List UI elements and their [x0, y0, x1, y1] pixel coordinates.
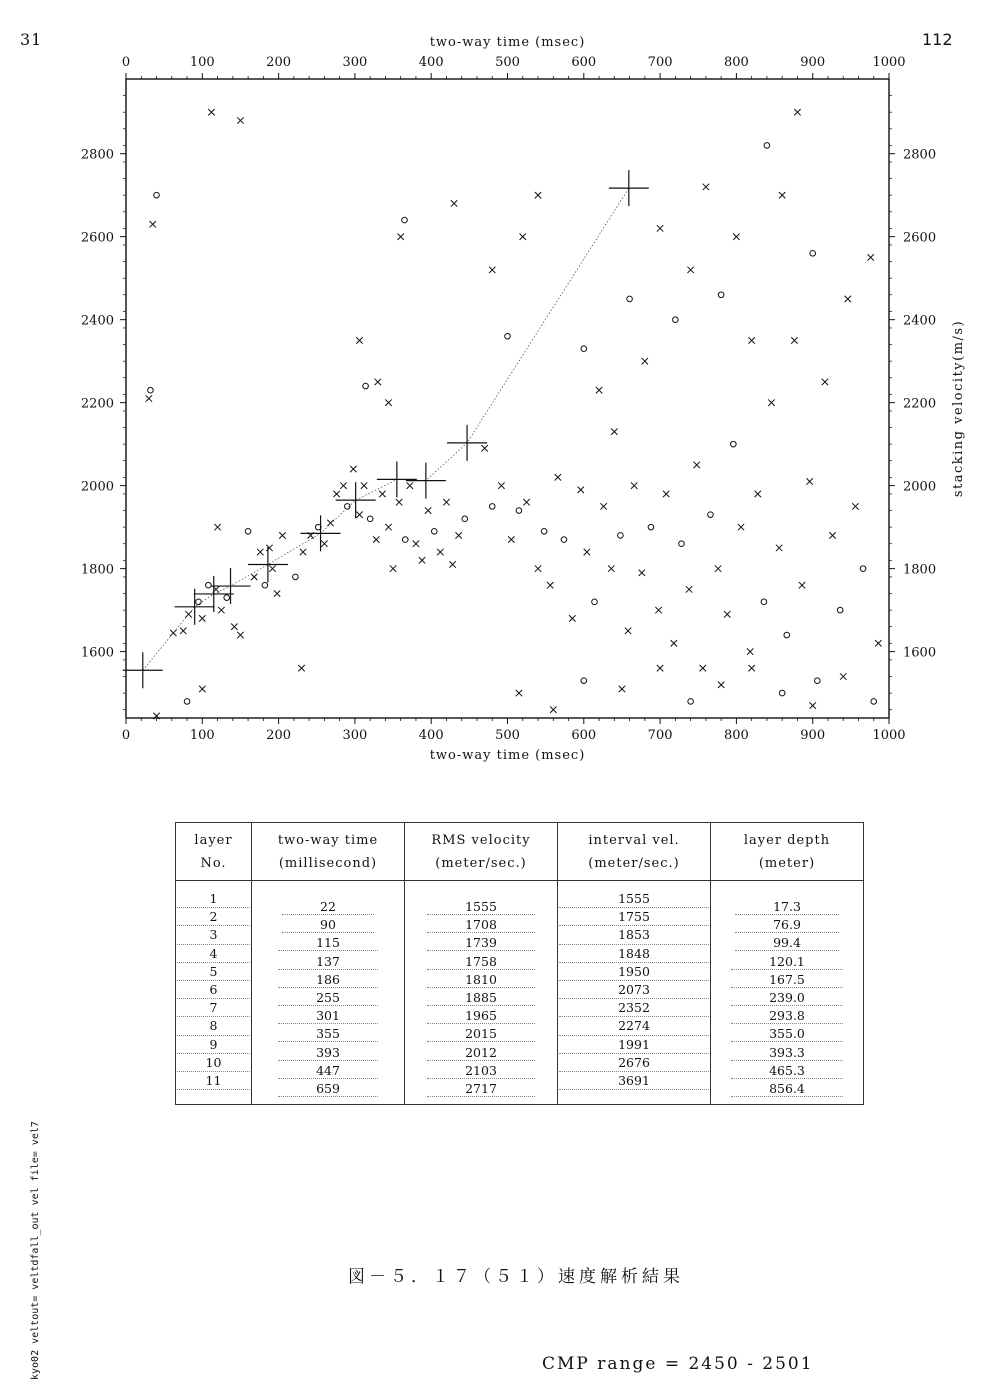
table-cell: 99.4 [712, 934, 862, 952]
semblance-point-circle [541, 528, 547, 534]
table-cell: 115 [253, 934, 403, 952]
table-cell: 1965 [406, 1007, 556, 1025]
semblance-point-cross [437, 549, 443, 555]
semblance-point-cross [611, 428, 617, 434]
table-cell: 293.8 [712, 1007, 862, 1025]
semblance-point-circle [431, 528, 437, 534]
semblance-point-cross [489, 267, 495, 273]
y-tick-label-right: 1800 [903, 562, 937, 578]
y-tick-label-left: 2200 [80, 396, 114, 412]
y-tick-label-left: 1800 [80, 562, 114, 578]
semblance-point-cross [748, 665, 754, 671]
table-cell: 2352 [559, 999, 709, 1017]
table-cell: 355.0 [712, 1025, 862, 1043]
semblance-point-cross [584, 549, 590, 555]
semblance-point-cross [738, 524, 744, 530]
semblance-point-cross [535, 565, 541, 571]
x-tick-label-top: 400 [418, 55, 444, 70]
semblance-point-cross [569, 615, 575, 621]
semblance-point-circle [489, 504, 495, 510]
velocity-pick-marker [123, 652, 163, 688]
semblance-point-cross [578, 487, 584, 493]
semblance-point-cross [715, 565, 721, 571]
table-cell: 10 [177, 1054, 250, 1072]
semblance-point-cross [413, 541, 419, 547]
semblance-point-cross [218, 607, 224, 613]
semblance-point-cross [199, 686, 205, 692]
x-tick-label-top: 600 [571, 55, 597, 70]
semblance-point-cross [390, 565, 396, 571]
semblance-point-cross [455, 532, 461, 538]
semblance-point-cross [555, 474, 561, 480]
semblance-point-cross [257, 549, 263, 555]
y-tick-label-right: 2800 [903, 147, 937, 163]
table-cell: 1810 [406, 971, 556, 989]
table-cell: 5 [177, 963, 250, 981]
column-two-way-time [252, 881, 405, 1105]
semblance-point-circle [871, 699, 877, 705]
semblance-point-cross [663, 491, 669, 497]
semblance-point-circle [148, 387, 154, 393]
semblance-point-circle [402, 217, 408, 223]
side-file-label: kyo02 veltout= veltdfall_out vel file= vel7 [30, 1121, 41, 1380]
semblance-point-cross [619, 686, 625, 692]
header-two-way-time: two-way time (millisecond) [252, 823, 405, 881]
table-cell: 393.3 [712, 1044, 862, 1062]
table-cell: 2012 [406, 1044, 556, 1062]
semblance-point-cross [170, 630, 176, 636]
semblance-point-circle [718, 292, 724, 298]
semblance-point-cross [657, 665, 663, 671]
semblance-point-circle [262, 582, 268, 588]
semblance-point-cross [356, 337, 362, 343]
semblance-point-circle [581, 346, 587, 352]
table-body-row [176, 881, 864, 1105]
table-cell: 2717 [406, 1080, 556, 1098]
semblance-point-circle [505, 333, 511, 339]
semblance-point-cross [237, 117, 243, 123]
x-tick-label-top: 500 [495, 55, 520, 70]
semblance-point-cross [379, 491, 385, 497]
table-cell: 8 [177, 1017, 250, 1035]
header-layer-depth: layer depth (meter) [711, 823, 864, 881]
table-cell: 1739 [406, 934, 556, 952]
semblance-point-circle [516, 508, 522, 514]
semblance-point-cross [724, 611, 730, 617]
semblance-point-cross [806, 478, 812, 484]
x-tick-label-bottom: 200 [266, 728, 292, 743]
semblance-point-circle [764, 143, 770, 149]
semblance-point-circle [679, 541, 685, 547]
table-cell: 2103 [406, 1062, 556, 1080]
semblance-point-circle [367, 516, 373, 522]
semblance-point-cross [180, 628, 186, 634]
x-tick-label-bottom: 100 [189, 728, 215, 743]
y-tick-label-left: 2400 [80, 313, 114, 329]
x-tick-label-bottom: 500 [495, 728, 520, 743]
table-cell: 9 [177, 1036, 250, 1054]
table-cell: 1555 [559, 890, 709, 908]
header-rms-velocity: RMS velocity (meter/sec.) [405, 823, 558, 881]
semblance-point-circle [592, 599, 598, 605]
semblance-point-cross [279, 532, 285, 538]
semblance-point-cross [794, 109, 800, 115]
semblance-point-circle [206, 582, 212, 588]
y-tick-label-left: 2800 [80, 147, 114, 163]
x-axis-title-top: two-way time (msec) [429, 35, 586, 50]
semblance-point-circle [731, 441, 737, 447]
semblance-point-cross [425, 507, 431, 513]
table-cell: 90 [253, 916, 403, 934]
x-tick-label-top: 1000 [872, 55, 906, 70]
semblance-point-cross [791, 337, 797, 343]
table-cell: 17.3 [712, 898, 862, 916]
table-cell: 1708 [406, 916, 556, 934]
semblance-point-cross [867, 254, 873, 260]
semblance-point-cross [274, 590, 280, 596]
table-cell: 355 [253, 1025, 403, 1043]
table-cell: 447 [253, 1062, 403, 1080]
semblance-point-circle [618, 533, 624, 539]
semblance-point-cross [700, 665, 706, 671]
y-tick-label-right: 2600 [903, 230, 937, 246]
semblance-point-cross [516, 690, 522, 696]
table-cell: 465.3 [712, 1062, 862, 1080]
semblance-point-cross [356, 511, 362, 517]
semblance-point-cross [300, 549, 306, 555]
table-cell: 856.4 [712, 1080, 862, 1098]
table-cell: 1991 [559, 1036, 709, 1054]
semblance-point-cross [231, 624, 237, 630]
semblance-point-cross [799, 582, 805, 588]
semblance-point-circle [245, 528, 251, 534]
y-tick-label-right: 2200 [903, 396, 937, 412]
table-cell: 2073 [559, 981, 709, 999]
table-cell: 1755 [559, 908, 709, 926]
header-layer-no: layer No. [176, 823, 252, 881]
semblance-point-cross [214, 524, 220, 530]
semblance-point-cross [508, 536, 514, 542]
semblance-point-cross [625, 628, 631, 634]
semblance-point-cross [600, 503, 606, 509]
velocity-function-line [143, 188, 629, 670]
column-layer-no [176, 881, 252, 1105]
table-cell: 393 [253, 1044, 403, 1062]
semblance-point-cross [733, 233, 739, 239]
table-cell: 6 [177, 981, 250, 999]
x-tick-label-top: 700 [647, 55, 673, 70]
x-tick-label-top: 300 [342, 55, 368, 70]
semblance-point-cross [642, 358, 648, 364]
semblance-point-cross [199, 615, 205, 621]
semblance-point-cross [671, 640, 677, 646]
semblance-point-circle [581, 678, 587, 684]
page-number-left: 31 [20, 30, 43, 49]
semblance-point-cross [657, 225, 663, 231]
semblance-point-cross [829, 532, 835, 538]
table-cell: 1758 [406, 953, 556, 971]
table-cell: 255 [253, 989, 403, 1007]
table-cell: 11 [177, 1072, 250, 1090]
y-tick-label-right: 1600 [903, 645, 937, 661]
velocity-pick-marker [301, 515, 341, 551]
table-cell: 4 [177, 945, 250, 963]
x-axis-title-bottom: two-way time (msec) [429, 748, 586, 763]
semblance-point-cross [407, 482, 413, 488]
semblance-point-circle [810, 250, 816, 256]
semblance-point-cross [639, 570, 645, 576]
velocity-pick-marker [609, 170, 649, 206]
semblance-point-cross [779, 192, 785, 198]
semblance-point-circle [784, 632, 790, 638]
table-cell: 186 [253, 971, 403, 989]
semblance-point-cross [298, 665, 304, 671]
y-tick-label-right: 2000 [903, 479, 937, 495]
semblance-point-cross [840, 673, 846, 679]
semblance-point-cross [547, 582, 553, 588]
semblance-point-cross [748, 337, 754, 343]
semblance-point-cross [523, 499, 529, 505]
semblance-point-cross [520, 233, 526, 239]
semblance-point-cross [327, 520, 333, 526]
semblance-point-cross [845, 296, 851, 302]
semblance-point-circle [708, 512, 714, 518]
table-cell: 2676 [559, 1054, 709, 1072]
table-cell: 1885 [406, 989, 556, 1007]
semblance-point-cross [451, 200, 457, 206]
header-interval-vel: interval vel. (meter/sec.) [558, 823, 711, 881]
x-tick-label-bottom: 400 [418, 728, 444, 743]
figure-caption: 図－５．１７（５１）速度解析結果 [348, 1267, 684, 1287]
velocity-pick-marker [377, 461, 417, 497]
table-header-row [176, 823, 864, 881]
semblance-point-cross [718, 682, 724, 688]
table-cell: 76.9 [712, 916, 862, 934]
velocity-pick-marker [447, 425, 487, 461]
table-cell: 659 [253, 1080, 403, 1098]
column-interval-vel [558, 881, 711, 1105]
table-cell: 1 [177, 890, 250, 908]
semblance-point-cross [655, 607, 661, 613]
table-cell: 1950 [559, 963, 709, 981]
semblance-point-cross [419, 557, 425, 563]
x-tick-label-top: 900 [800, 55, 826, 70]
semblance-point-circle [814, 678, 820, 684]
table-cell: 1853 [559, 926, 709, 944]
semblance-point-cross [350, 466, 356, 472]
semblance-point-cross [755, 491, 761, 497]
semblance-point-cross [150, 221, 156, 227]
semblance-point-cross [550, 707, 556, 713]
table-cell: 2274 [559, 1017, 709, 1035]
x-tick-label-bottom: 1000 [872, 728, 906, 743]
table-cell: 1848 [559, 945, 709, 963]
semblance-point-cross [397, 233, 403, 239]
semblance-point-cross [822, 379, 828, 385]
table-cell: 22 [253, 898, 403, 916]
column-layer-depth [711, 881, 864, 1105]
semblance-point-cross [810, 702, 816, 708]
table-cell: 2 [177, 908, 250, 926]
x-tick-label-bottom: 300 [342, 728, 368, 743]
table-cell: 301 [253, 1007, 403, 1025]
page-number-right: 112 [922, 30, 953, 49]
table-cell: 137 [253, 953, 403, 971]
semblance-point-circle [402, 537, 408, 543]
y-tick-label-right: 2400 [903, 313, 937, 329]
semblance-point-cross [373, 536, 379, 542]
semblance-point-cross [396, 499, 402, 505]
semblance-point-circle [462, 516, 468, 522]
semblance-point-cross [385, 399, 391, 405]
semblance-point-cross [703, 184, 709, 190]
x-tick-label-top: 800 [723, 55, 749, 70]
semblance-point-cross [608, 565, 614, 571]
x-tick-label-bottom: 900 [800, 728, 826, 743]
semblance-point-cross [385, 524, 391, 530]
semblance-point-cross [631, 482, 637, 488]
semblance-point-circle [293, 574, 299, 580]
semblance-point-cross [251, 574, 257, 580]
semblance-point-cross [694, 462, 700, 468]
velocity-analysis-table [175, 822, 864, 1105]
table-cell: 120.1 [712, 953, 862, 971]
semblance-point-cross [498, 482, 504, 488]
semblance-point-cross [747, 648, 753, 654]
semblance-point-cross [852, 503, 858, 509]
semblance-point-cross [449, 561, 455, 567]
semblance-point-cross [686, 586, 692, 592]
semblance-point-circle [196, 599, 202, 605]
semblance-point-circle [627, 296, 633, 302]
semblance-point-cross [443, 499, 449, 505]
semblance-point-circle [224, 595, 230, 601]
semblance-point-circle [648, 524, 654, 530]
semblance-point-circle [837, 607, 843, 613]
velocity-pick-marker [406, 463, 446, 499]
table-cell: 7 [177, 999, 250, 1017]
semblance-point-circle [561, 537, 567, 543]
x-tick-label-bottom: 700 [647, 728, 673, 743]
semblance-point-cross [269, 565, 275, 571]
semblance-point-cross [185, 611, 191, 617]
semblance-point-cross [875, 640, 881, 646]
semblance-point-cross [333, 491, 339, 497]
table-cell: 2015 [406, 1025, 556, 1043]
x-tick-label-bottom: 600 [571, 728, 597, 743]
semblance-point-cross [687, 267, 693, 273]
x-tick-label-top: 100 [189, 55, 215, 70]
semblance-point-circle [688, 699, 694, 705]
semblance-point-cross [776, 545, 782, 551]
semblance-point-circle [761, 599, 767, 605]
semblance-point-circle [860, 566, 866, 572]
semblance-point-cross [361, 482, 367, 488]
semblance-point-circle [673, 317, 679, 323]
semblance-point-cross [768, 399, 774, 405]
semblance-point-cross [596, 387, 602, 393]
semblance-point-cross [146, 395, 152, 401]
x-tick-label-bottom: 800 [723, 728, 749, 743]
semblance-point-cross [237, 632, 243, 638]
table-cell: 3 [177, 926, 250, 944]
table-cell: 1555 [406, 898, 556, 916]
x-tick-label-top: 0 [121, 55, 131, 70]
column-rms-velocity [405, 881, 558, 1105]
cmp-range-label: CMP range = 2450 - 2501 [542, 1354, 814, 1374]
semblance-point-cross [340, 482, 346, 488]
table-cell: 167.5 [712, 971, 862, 989]
semblance-point-cross [481, 445, 487, 451]
y-tick-label-left: 2600 [80, 230, 114, 246]
y-tick-label-left: 1600 [80, 645, 114, 661]
x-tick-label-bottom: 0 [121, 728, 131, 743]
plot-frame [126, 79, 889, 718]
semblance-point-circle [154, 192, 160, 198]
semblance-point-cross [535, 192, 541, 198]
semblance-point-cross [208, 109, 214, 115]
y-axis-title-right: stacking velocity(m/s) [951, 319, 966, 498]
table-cell: 3691 [559, 1072, 709, 1090]
x-tick-label-top: 200 [266, 55, 292, 70]
semblance-point-cross [266, 545, 272, 551]
semblance-point-circle [184, 699, 190, 705]
y-tick-label-left: 2000 [80, 479, 114, 495]
velocity-pick-marker [211, 568, 251, 604]
table-cell: 239.0 [712, 989, 862, 1007]
semblance-point-circle [779, 690, 785, 696]
semblance-point-circle [363, 383, 369, 389]
semblance-point-cross [321, 541, 327, 547]
semblance-point-cross [375, 379, 381, 385]
